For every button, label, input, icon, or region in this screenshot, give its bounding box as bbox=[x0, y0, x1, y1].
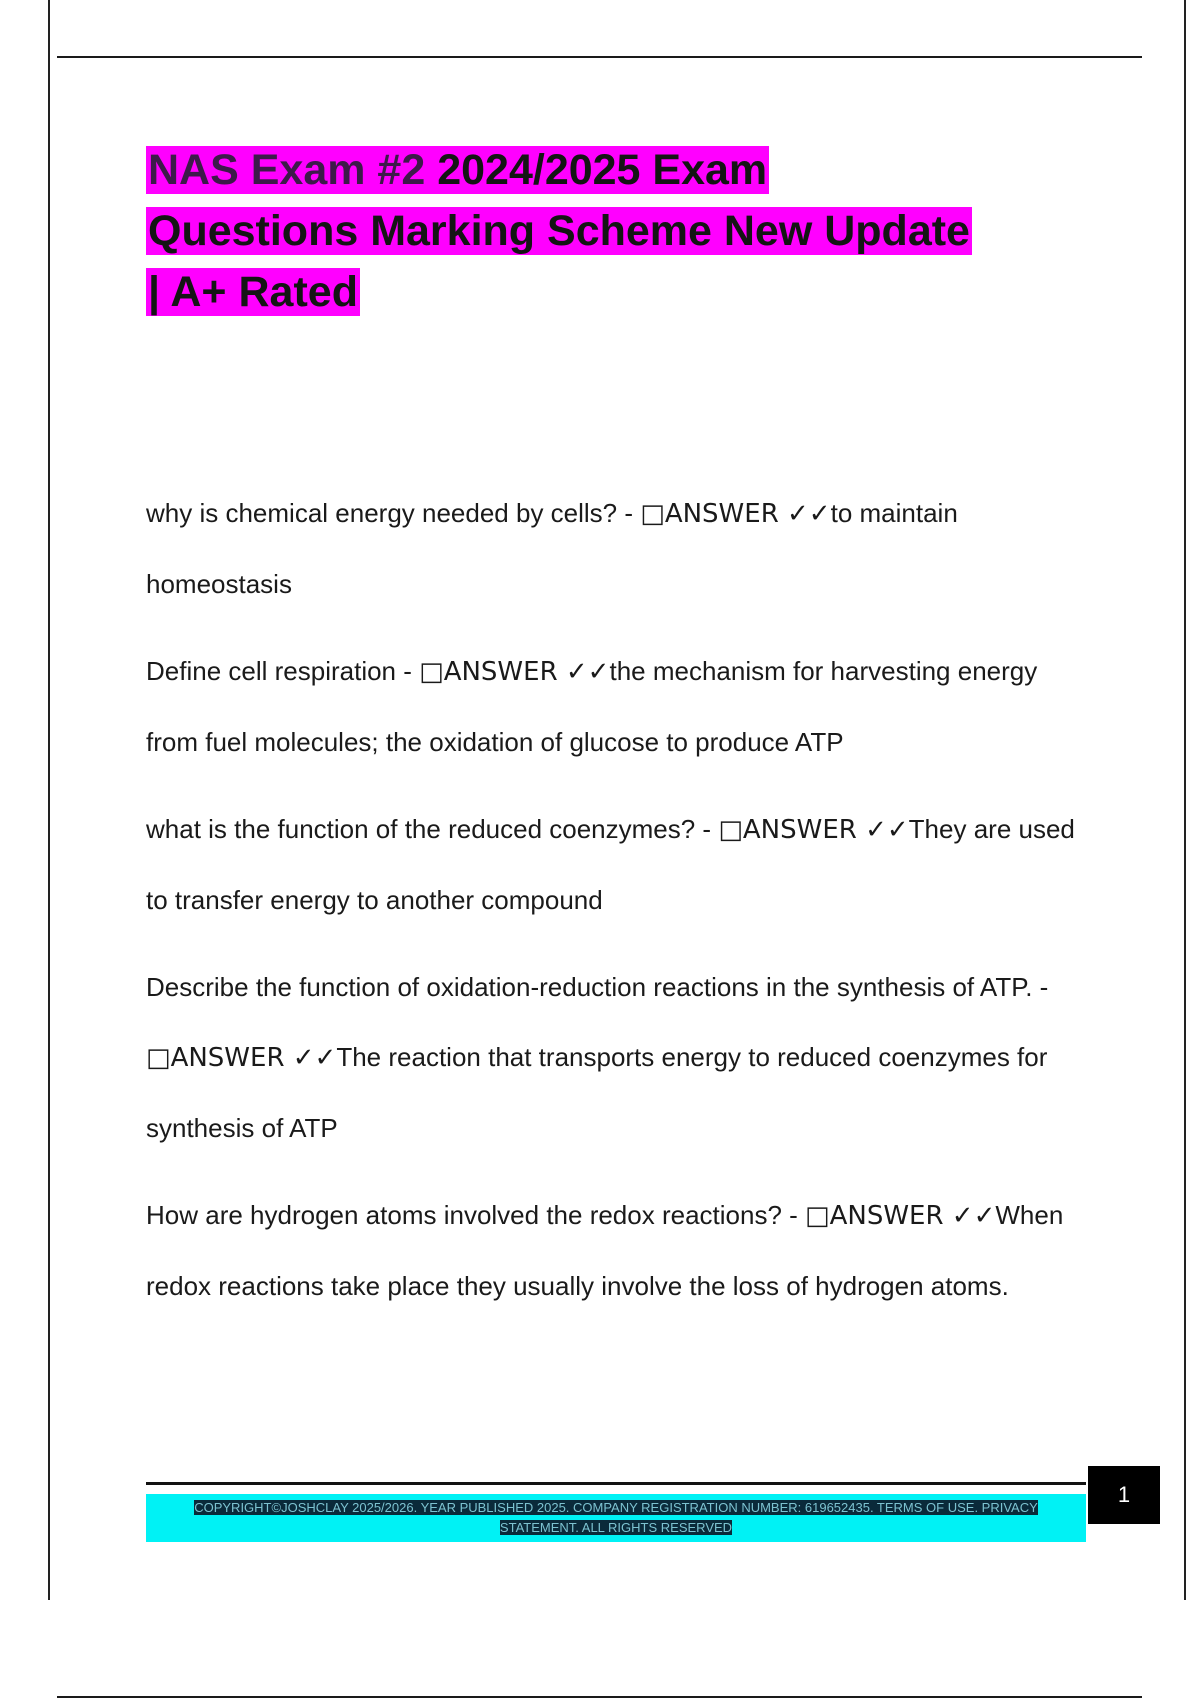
right-border bbox=[1184, 0, 1186, 1600]
title-part2: 2024/2025 Exam bbox=[425, 146, 768, 194]
document-title bbox=[146, 140, 1086, 323]
answer-text: to maintain homeostasis bbox=[146, 498, 958, 599]
answer-text: They are used to transfer energy to another compound bbox=[146, 814, 1075, 915]
title-part1: NAS Exam #2 bbox=[148, 146, 426, 194]
qa-entry-2 bbox=[146, 636, 1086, 777]
top-rule bbox=[57, 56, 1142, 58]
answer-text: When redox reactions take place they usually involve the loss of hydrogen atoms. bbox=[146, 1200, 1064, 1301]
answer-text: The reaction that transports energy to reduced coenzymes for synthesis of ATP bbox=[146, 1042, 1048, 1143]
qa-entry-5 bbox=[146, 1180, 1086, 1321]
qa-list bbox=[146, 478, 1086, 1338]
answer-marker: □ANSWER ✓✓ bbox=[146, 1043, 337, 1073]
copyright-text-wrap bbox=[176, 1498, 1056, 1538]
question-text: why is chemical energy needed by cells? - bbox=[146, 498, 641, 528]
qa-entry-3 bbox=[146, 794, 1086, 935]
answer-marker: □ANSWER ✓✓ bbox=[718, 815, 909, 845]
footer-rule bbox=[146, 1482, 1086, 1485]
bottom-rule bbox=[57, 1696, 1142, 1698]
answer-marker: □ANSWER ✓✓ bbox=[640, 499, 831, 529]
question-text: Define cell respiration - bbox=[146, 656, 420, 686]
copyright-footer bbox=[146, 1494, 1086, 1542]
copyright-text: COPYRIGHT©JOSHCLAY 2025/2026. YEAR PUBLISHED 2025. COMPANY REGISTRATION NUMBER: 619652435. TERMS OF USE. PRIVACY STATEMENT. ALL RIGHTS RESERVED bbox=[194, 1500, 1038, 1535]
title-block bbox=[146, 140, 1086, 323]
title-line3: | A+ Rated bbox=[148, 268, 358, 316]
question-text: what is the function of the reduced coenzymes? - bbox=[146, 814, 719, 844]
question-text: How are hydrogen atoms involved the redox reactions? - bbox=[146, 1200, 806, 1230]
page-number: 1 bbox=[1088, 1466, 1160, 1524]
qa-entry-4 bbox=[146, 952, 1086, 1163]
qa-entry-1 bbox=[146, 478, 1086, 619]
question-text: Describe the function of oxidation-reduction reactions in the synthesis of ATP. - bbox=[146, 972, 1049, 1002]
answer-marker: □ANSWER ✓✓ bbox=[419, 657, 610, 687]
title-line2: Questions Marking Scheme New Update bbox=[148, 207, 970, 255]
left-border bbox=[48, 0, 50, 1600]
answer-marker: □ANSWER ✓✓ bbox=[805, 1201, 996, 1231]
answer-text: the mechanism for harvesting energy from fuel molecules; the oxidation of glucose to produce ATP bbox=[146, 656, 1038, 757]
